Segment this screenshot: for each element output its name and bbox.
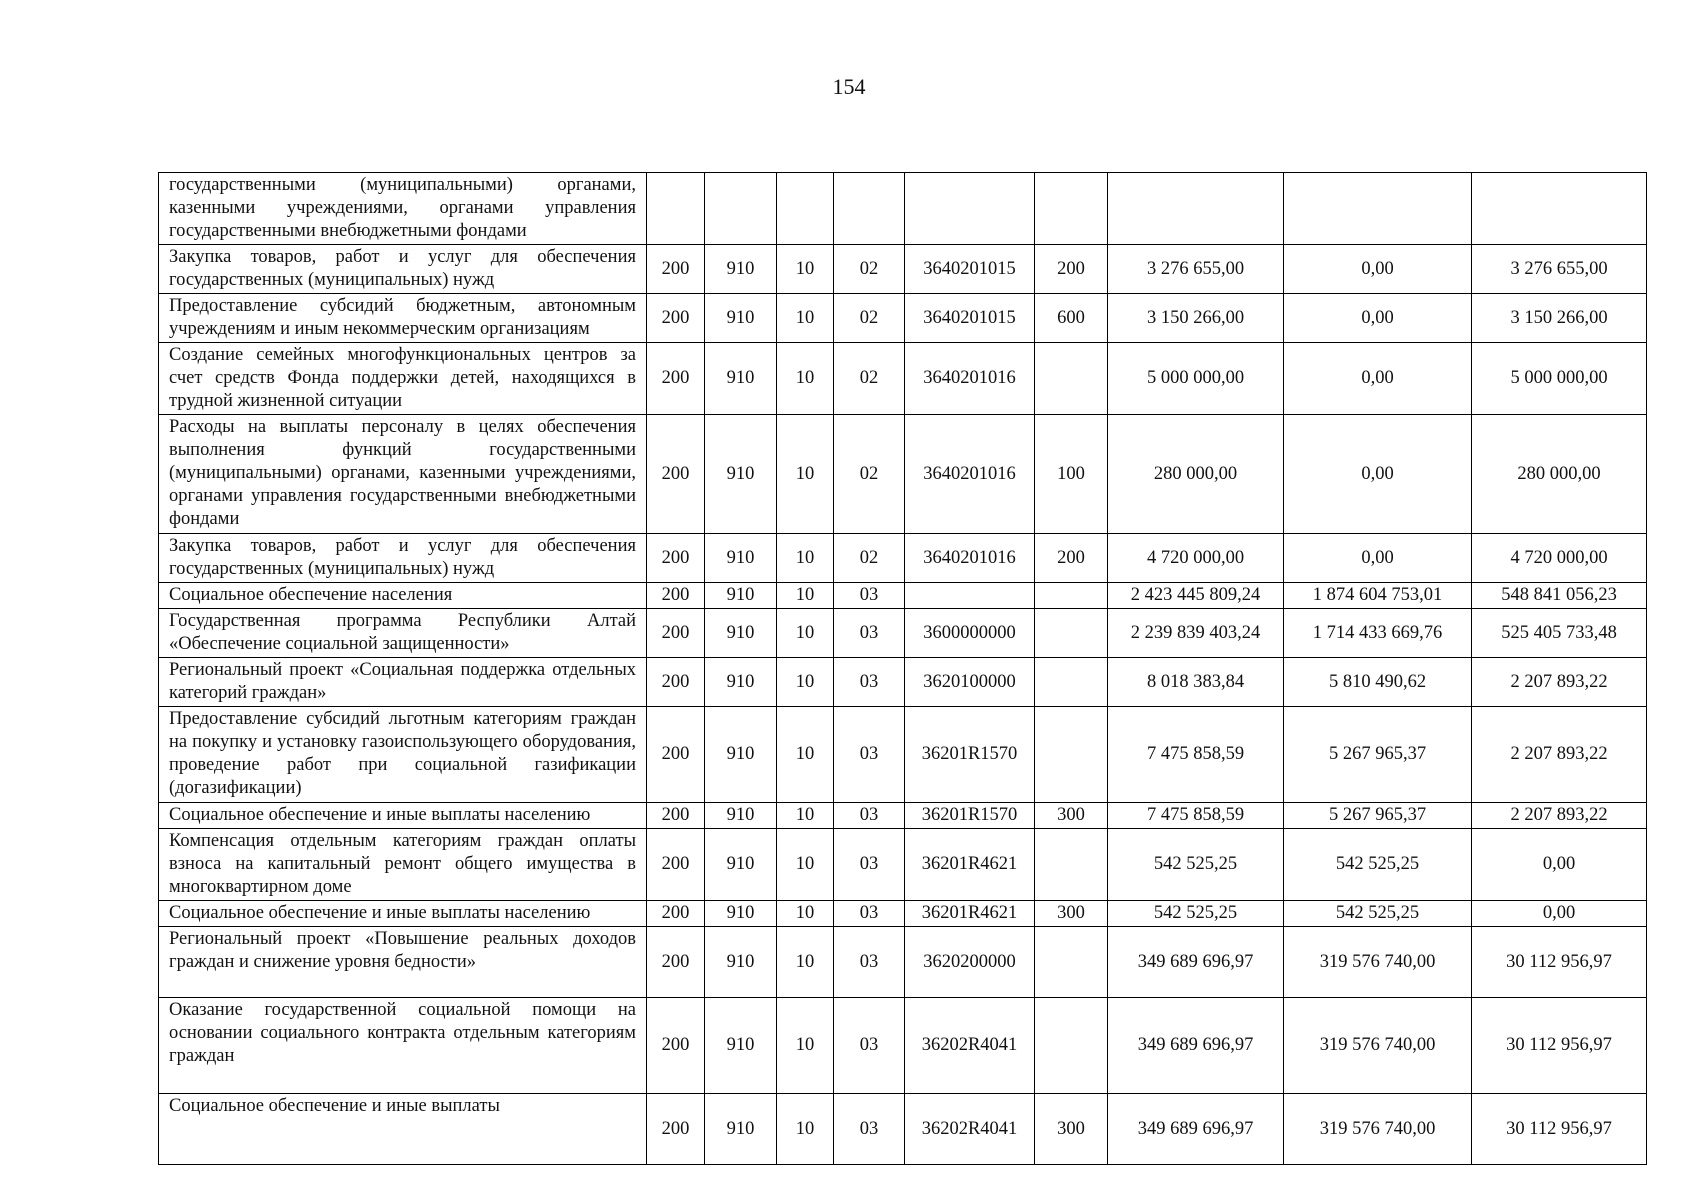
cell-amount-federal: 542 525,25 bbox=[1284, 829, 1472, 901]
cell-code-1: 200 bbox=[647, 534, 705, 583]
cell-amount-federal: 0,00 bbox=[1284, 294, 1472, 343]
cell-target-article: 3640201016 bbox=[905, 343, 1035, 415]
row-description: государственными (муниципальными) органами, казенными учреждениями, органами управления государственными внебюджетными фондами bbox=[159, 173, 647, 245]
cell-amount-federal: 0,00 bbox=[1284, 415, 1472, 534]
cell-expense-type: 200 bbox=[1035, 534, 1108, 583]
cell-amount-total: 5 000 000,00 bbox=[1108, 343, 1284, 415]
table-row bbox=[159, 829, 1647, 901]
table-row bbox=[159, 415, 1647, 534]
cell-amount-total bbox=[1108, 173, 1284, 245]
cell-amount-federal bbox=[1284, 173, 1472, 245]
cell-amount-regional: 30 112 956,97 bbox=[1472, 998, 1647, 1094]
cell-subsection: 03 bbox=[834, 707, 905, 803]
table-row bbox=[159, 658, 1647, 707]
cell-amount-regional: 30 112 956,97 bbox=[1472, 927, 1647, 998]
cell-subsection: 03 bbox=[834, 1094, 905, 1165]
cell-expense-type bbox=[1035, 609, 1108, 658]
cell-subsection: 03 bbox=[834, 658, 905, 707]
cell-section: 10 bbox=[777, 998, 834, 1094]
cell-expense-type: 200 bbox=[1035, 245, 1108, 294]
cell-code-1: 200 bbox=[647, 294, 705, 343]
cell-section: 10 bbox=[777, 609, 834, 658]
cell-amount-regional: 30 112 956,97 bbox=[1472, 1094, 1647, 1165]
cell-amount-total: 349 689 696,97 bbox=[1108, 998, 1284, 1094]
cell-amount-total: 3 150 266,00 bbox=[1108, 294, 1284, 343]
cell-code-2: 910 bbox=[705, 583, 777, 609]
cell-expense-type bbox=[1035, 173, 1108, 245]
cell-code-1: 200 bbox=[647, 998, 705, 1094]
table-row bbox=[159, 245, 1647, 294]
table-row bbox=[159, 294, 1647, 343]
cell-target-article: 3640201015 bbox=[905, 245, 1035, 294]
cell-target-article: 3640201015 bbox=[905, 294, 1035, 343]
cell-amount-federal: 0,00 bbox=[1284, 534, 1472, 583]
cell-section: 10 bbox=[777, 803, 834, 829]
cell-amount-regional: 0,00 bbox=[1472, 829, 1647, 901]
cell-amount-regional bbox=[1472, 173, 1647, 245]
table-row bbox=[159, 343, 1647, 415]
cell-expense-type: 300 bbox=[1035, 1094, 1108, 1165]
cell-code-1: 200 bbox=[647, 658, 705, 707]
cell-section: 10 bbox=[777, 245, 834, 294]
cell-expense-type bbox=[1035, 927, 1108, 998]
cell-amount-total: 2 423 445 809,24 bbox=[1108, 583, 1284, 609]
cell-code-1: 200 bbox=[647, 245, 705, 294]
cell-expense-type bbox=[1035, 998, 1108, 1094]
cell-subsection: 02 bbox=[834, 415, 905, 534]
cell-target-article: 36201R4621 bbox=[905, 901, 1035, 927]
cell-expense-type bbox=[1035, 658, 1108, 707]
cell-code-2: 910 bbox=[705, 829, 777, 901]
table-row bbox=[159, 707, 1647, 803]
cell-expense-type: 100 bbox=[1035, 415, 1108, 534]
cell-amount-total: 280 000,00 bbox=[1108, 415, 1284, 534]
cell-subsection: 03 bbox=[834, 609, 905, 658]
row-description: Закупка товаров, работ и услуг для обеспечения государственных (муниципальных) нужд bbox=[159, 534, 647, 583]
cell-code-2 bbox=[705, 173, 777, 245]
cell-code-2: 910 bbox=[705, 609, 777, 658]
cell-code-2: 910 bbox=[705, 415, 777, 534]
cell-section: 10 bbox=[777, 415, 834, 534]
cell-section: 10 bbox=[777, 658, 834, 707]
cell-expense-type: 300 bbox=[1035, 901, 1108, 927]
cell-amount-total: 7 475 858,59 bbox=[1108, 707, 1284, 803]
budget-table bbox=[158, 172, 1647, 1165]
cell-section: 10 bbox=[777, 901, 834, 927]
cell-expense-type bbox=[1035, 583, 1108, 609]
cell-subsection: 03 bbox=[834, 803, 905, 829]
cell-amount-regional: 525 405 733,48 bbox=[1472, 609, 1647, 658]
cell-subsection: 03 bbox=[834, 829, 905, 901]
cell-code-2: 910 bbox=[705, 927, 777, 998]
row-description: Компенсация отдельным категориям граждан оплаты взноса на капитальный ремонт общего имущества в многоквартирном доме bbox=[159, 829, 647, 901]
cell-code-1: 200 bbox=[647, 415, 705, 534]
cell-amount-regional: 3 150 266,00 bbox=[1472, 294, 1647, 343]
cell-amount-regional: 280 000,00 bbox=[1472, 415, 1647, 534]
row-description: Создание семейных многофункциональных центров за счет средств Фонда поддержки детей, находящихся в трудной жизненной ситуации bbox=[159, 343, 647, 415]
cell-target-article: 3640201016 bbox=[905, 415, 1035, 534]
row-description: Закупка товаров, работ и услуг для обеспечения государственных (муниципальных) нужд bbox=[159, 245, 647, 294]
cell-expense-type bbox=[1035, 707, 1108, 803]
cell-code-2: 910 bbox=[705, 343, 777, 415]
cell-amount-federal: 0,00 bbox=[1284, 343, 1472, 415]
cell-target-article: 3620200000 bbox=[905, 927, 1035, 998]
cell-subsection: 02 bbox=[834, 343, 905, 415]
cell-code-1 bbox=[647, 173, 705, 245]
cell-amount-regional: 2 207 893,22 bbox=[1472, 707, 1647, 803]
cell-expense-type: 300 bbox=[1035, 803, 1108, 829]
cell-code-1: 200 bbox=[647, 707, 705, 803]
cell-amount-federal: 0,00 bbox=[1284, 245, 1472, 294]
cell-amount-federal: 319 576 740,00 bbox=[1284, 927, 1472, 998]
cell-amount-total: 2 239 839 403,24 bbox=[1108, 609, 1284, 658]
table-row bbox=[159, 1094, 1647, 1165]
cell-section: 10 bbox=[777, 707, 834, 803]
cell-amount-regional: 2 207 893,22 bbox=[1472, 803, 1647, 829]
table-row bbox=[159, 609, 1647, 658]
cell-amount-federal: 5 267 965,37 bbox=[1284, 707, 1472, 803]
cell-amount-total: 7 475 858,59 bbox=[1108, 803, 1284, 829]
cell-code-2: 910 bbox=[705, 901, 777, 927]
cell-target-article: 3640201016 bbox=[905, 534, 1035, 583]
cell-section: 10 bbox=[777, 343, 834, 415]
cell-section: 10 bbox=[777, 583, 834, 609]
cell-section: 10 bbox=[777, 534, 834, 583]
cell-subsection bbox=[834, 173, 905, 245]
cell-amount-federal: 5 267 965,37 bbox=[1284, 803, 1472, 829]
cell-amount-regional: 0,00 bbox=[1472, 901, 1647, 927]
cell-target-article bbox=[905, 173, 1035, 245]
cell-amount-regional: 548 841 056,23 bbox=[1472, 583, 1647, 609]
cell-subsection: 03 bbox=[834, 998, 905, 1094]
cell-code-2: 910 bbox=[705, 294, 777, 343]
cell-expense-type: 600 bbox=[1035, 294, 1108, 343]
row-description: Социальное обеспечение населения bbox=[159, 583, 647, 609]
cell-code-1: 200 bbox=[647, 927, 705, 998]
cell-code-2: 910 bbox=[705, 245, 777, 294]
row-description: Оказание государственной социальной помощи на основании социального контракта отдельным категориям граждан bbox=[159, 998, 647, 1094]
cell-amount-federal: 5 810 490,62 bbox=[1284, 658, 1472, 707]
row-description: Социальное обеспечение и иные выплаты населению bbox=[159, 901, 647, 927]
cell-target-article: 36201R1570 bbox=[905, 707, 1035, 803]
cell-code-2: 910 bbox=[705, 707, 777, 803]
row-description: Государственная программа Республики Алтай «Обеспечение социальной защищенности» bbox=[159, 609, 647, 658]
cell-target-article: 36201R1570 bbox=[905, 803, 1035, 829]
cell-code-2: 910 bbox=[705, 658, 777, 707]
table-row bbox=[159, 583, 1647, 609]
cell-code-2: 910 bbox=[705, 998, 777, 1094]
cell-code-2: 910 bbox=[705, 803, 777, 829]
table-row bbox=[159, 173, 1647, 245]
page-number: 154 bbox=[832, 74, 866, 99]
cell-target-article: 36202R4041 bbox=[905, 998, 1035, 1094]
row-description: Региональный проект «Повышение реальных доходов граждан и снижение уровня бедности» bbox=[159, 927, 647, 998]
cell-expense-type bbox=[1035, 829, 1108, 901]
row-description: Расходы на выплаты персоналу в целях обеспечения выполнения функций государственными (муниципальными) органами, казенными учреждениями, органами управления государственными внебюджетными фондами bbox=[159, 415, 647, 534]
cell-section bbox=[777, 173, 834, 245]
cell-code-1: 200 bbox=[647, 829, 705, 901]
cell-target-article: 3600000000 bbox=[905, 609, 1035, 658]
cell-expense-type bbox=[1035, 343, 1108, 415]
cell-amount-total: 3 276 655,00 bbox=[1108, 245, 1284, 294]
row-description: Социальное обеспечение и иные выплаты населению bbox=[159, 803, 647, 829]
cell-section: 10 bbox=[777, 927, 834, 998]
cell-amount-federal: 542 525,25 bbox=[1284, 901, 1472, 927]
cell-amount-total: 349 689 696,97 bbox=[1108, 927, 1284, 998]
cell-code-1: 200 bbox=[647, 343, 705, 415]
cell-amount-regional: 3 276 655,00 bbox=[1472, 245, 1647, 294]
cell-amount-federal: 1 714 433 669,76 bbox=[1284, 609, 1472, 658]
cell-target-article: 36201R4621 bbox=[905, 829, 1035, 901]
row-description: Социальное обеспечение и иные выплаты bbox=[159, 1094, 647, 1165]
cell-code-1: 200 bbox=[647, 609, 705, 658]
cell-target-article: 3620100000 bbox=[905, 658, 1035, 707]
table-row bbox=[159, 901, 1647, 927]
cell-amount-federal: 319 576 740,00 bbox=[1284, 1094, 1472, 1165]
cell-amount-total: 542 525,25 bbox=[1108, 901, 1284, 927]
table-row bbox=[159, 803, 1647, 829]
cell-section: 10 bbox=[777, 829, 834, 901]
cell-subsection: 02 bbox=[834, 294, 905, 343]
cell-section: 10 bbox=[777, 1094, 834, 1165]
cell-amount-regional: 4 720 000,00 bbox=[1472, 534, 1647, 583]
cell-amount-total: 4 720 000,00 bbox=[1108, 534, 1284, 583]
table-row bbox=[159, 534, 1647, 583]
cell-amount-federal: 1 874 604 753,01 bbox=[1284, 583, 1472, 609]
cell-code-1: 200 bbox=[647, 1094, 705, 1165]
cell-amount-total: 349 689 696,97 bbox=[1108, 1094, 1284, 1165]
cell-code-1: 200 bbox=[647, 901, 705, 927]
cell-amount-total: 542 525,25 bbox=[1108, 829, 1284, 901]
cell-amount-regional: 5 000 000,00 bbox=[1472, 343, 1647, 415]
cell-code-1: 200 bbox=[647, 583, 705, 609]
cell-subsection: 03 bbox=[834, 901, 905, 927]
cell-code-1: 200 bbox=[647, 803, 705, 829]
cell-target-article bbox=[905, 583, 1035, 609]
cell-target-article: 36202R4041 bbox=[905, 1094, 1035, 1165]
cell-subsection: 02 bbox=[834, 534, 905, 583]
row-description: Предоставление субсидий льготным категориям граждан на покупку и установку газоиспользующего оборудования, проведение работ при социальной газификации (догазификации) bbox=[159, 707, 647, 803]
row-description: Региональный проект «Социальная поддержка отдельных категорий граждан» bbox=[159, 658, 647, 707]
cell-amount-total: 8 018 383,84 bbox=[1108, 658, 1284, 707]
cell-amount-federal: 319 576 740,00 bbox=[1284, 998, 1472, 1094]
cell-code-2: 910 bbox=[705, 1094, 777, 1165]
cell-section: 10 bbox=[777, 294, 834, 343]
row-description: Предоставление субсидий бюджетным, автономным учреждениям и иным некоммерческим организациям bbox=[159, 294, 647, 343]
cell-subsection: 02 bbox=[834, 245, 905, 294]
cell-subsection: 03 bbox=[834, 927, 905, 998]
cell-amount-regional: 2 207 893,22 bbox=[1472, 658, 1647, 707]
cell-subsection: 03 bbox=[834, 583, 905, 609]
table-row bbox=[159, 998, 1647, 1094]
table-row bbox=[159, 927, 1647, 998]
cell-code-2: 910 bbox=[705, 534, 777, 583]
